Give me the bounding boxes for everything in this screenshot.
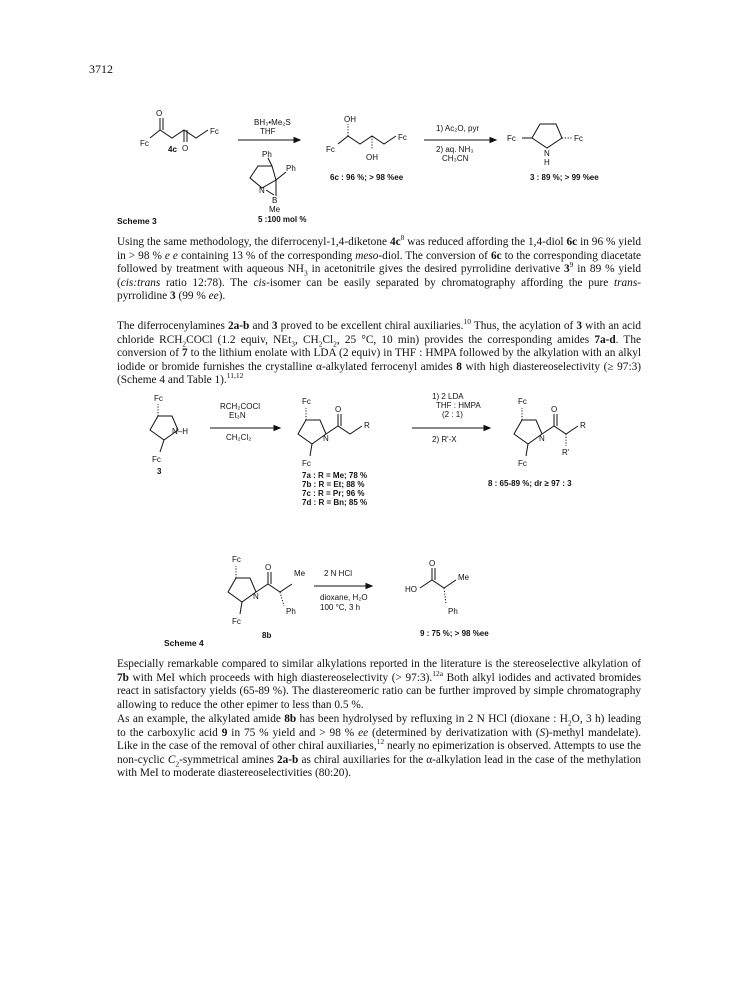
compound-label-4c: 4c: [168, 145, 177, 154]
reagent-step2-solvent: CH₃CN: [442, 154, 469, 163]
reagent-lda: 1) 2 LDA: [432, 392, 464, 401]
reagent-conditions: 100 °C, 3 h: [320, 603, 361, 612]
result-8: 8 : 65-89 %; dr ≥ 97 : 3: [488, 479, 572, 488]
atom-fc: Fc: [232, 555, 241, 564]
atom-o: O: [265, 563, 272, 572]
reagent-thf: THF: [260, 127, 276, 136]
atom-fc: Fc: [232, 617, 241, 626]
catalyst-5-structure: [250, 150, 306, 224]
atom-n: N: [539, 434, 545, 443]
atom-ph: Ph: [286, 164, 296, 173]
atom-fc: Fc: [302, 397, 311, 406]
atom-n: N: [259, 186, 265, 195]
atom-b: B: [272, 196, 278, 205]
amine-3-structure: [150, 394, 188, 476]
atom-fc: Fc: [574, 134, 583, 143]
atom-ph: Ph: [262, 150, 272, 159]
amide-yield-7d: 7d : R = Bn; 85 %: [302, 498, 368, 507]
page-number: 3712: [89, 62, 113, 76]
amide-8b-structure: [228, 555, 306, 640]
reagent-alkyl-halide: 2) R'-X: [432, 435, 457, 444]
amide-yield-7a: 7a : R = Me; 78 %: [302, 471, 368, 480]
atom-fc: Fc: [518, 459, 527, 468]
atom-me: Me: [269, 205, 281, 214]
paragraph-1: Using the same methodology, the diferrocenyl-1,4-diketone $4c^8$ was reduced affording the 1,4-diol 6c in 96 % yield in > 98 % e e containing 13 % of the corresponding meso-diol. The conversion of 6c to the corresponding diacetate followed by treatment with aqueous $NH_3$ in acetonitrile gives the desired pyrrolidine derivative $3^9$ in 89 % yield (cis:trans ratio 12:78). The cis-isomer can be easily separated by chromatography affording the pure trans-pyrrolidine 3 (99 % ee).: [117, 233, 641, 303]
diol-6c-structure: [326, 115, 407, 182]
scheme-4-diagram: [0, 390, 731, 650]
atom-r-prime: R': [562, 448, 570, 457]
scheme-3-label: Scheme 3: [117, 216, 157, 226]
amide-yield-7c: 7c : R = Pr; 96 %: [302, 489, 365, 498]
atom-o: O: [429, 559, 436, 568]
reagent-dioxane: dioxane, H₂O: [320, 593, 368, 602]
atom-fc: Fc: [398, 133, 407, 142]
atom-n: N: [544, 149, 550, 158]
scheme-4-label: Scheme 4: [164, 638, 204, 648]
atom-o: O: [156, 109, 163, 118]
atom-n: N: [323, 434, 329, 443]
atom-r: R: [364, 421, 370, 430]
paragraph-3: Especially remarkable compared to similar alkylations reported in the literature is the stereoselective alkylation of 7b with MeI which proceeds with high diastereoselectivity (> 97:3).$^{12a}$ Both alkyl iodides and activated bromides react in satisfactory yields (65-89 %). The diastereomeric ratio can be further improved by simple chromatography allowing to reduce the other epimer to less than 0.5 %.: [117, 658, 641, 711]
atom-r: R: [580, 421, 586, 430]
result-3: 3 : 89 %; > 99 %ee: [530, 173, 599, 182]
paragraph-2: The diferrocenylamines 2a-b and 3 proved to be excellent chiral auxiliaries.$^{10}$ Thus, the acylation of 3 with an acid chloride $RCH_2COCl$ (1.2 equiv, NEt$_3$, $CH_2Cl_2$, 25 °C, 10 min) provides the corresponding amides 7a-d. The conversion of 7 to the lithium enolate with LDA (2 equiv) in THF : HMPA followed by the alkylation with an alkyl iodide or bromide furnishes the crystalline α-alkylated ferrocenyl amides 8 with high diastereoselectivity (≥ 97:3) (Scheme 4 and Table 1).$^{11,12}$: [117, 317, 641, 387]
atom-fc: Fc: [326, 145, 335, 154]
reagent-base: Et₃N: [229, 411, 246, 420]
atom-nh: N–H: [172, 427, 189, 436]
reagent-solvent: CH₂Cl₂: [226, 433, 252, 442]
reagent-acid-chloride: RCH₂COCl: [220, 402, 260, 411]
amide-yield-7b: 7b : R = Et; 88 %: [302, 480, 365, 489]
reagent-step2: 2) aq. NH₃: [436, 145, 474, 154]
compound-label-3: 3: [157, 467, 162, 476]
atom-fc: Fc: [518, 397, 527, 406]
atom-oh: OH: [366, 153, 378, 162]
result-6c: 6c : 96 %; > 98 %ee: [330, 173, 404, 182]
atom-fc: Fc: [302, 459, 311, 468]
product-8-structure: [488, 397, 586, 488]
reagent-step1: 1) Ac₂O, pyr: [436, 124, 480, 133]
reagent-thf-hmpa: THF : HMPA: [436, 401, 481, 410]
atom-ph: Ph: [286, 607, 296, 616]
result-9: 9 : 75 %; > 98 %ee: [420, 629, 489, 638]
atom-o: O: [551, 405, 558, 414]
atom-me: Me: [294, 569, 306, 578]
atom-oh: OH: [344, 115, 356, 124]
catalyst-label: 5 :100 mol %: [258, 215, 307, 224]
diketone-4c-structure: [140, 109, 219, 154]
atom-fc: Fc: [140, 139, 149, 148]
pyrrolidine-3-structure: [507, 124, 599, 182]
atom-fc: Fc: [210, 127, 219, 136]
acid-9-structure: [405, 559, 489, 638]
atom-fc: Fc: [152, 455, 161, 464]
atom-fc: Fc: [507, 134, 516, 143]
atom-o: O: [335, 405, 342, 414]
atom-fc: Fc: [154, 394, 163, 403]
atom-h: H: [544, 158, 550, 167]
scheme-3-diagram: [0, 0, 731, 240]
paragraph-4: As an example, the alkylated amide 8b has been hydrolysed by refluxing in 2 N HCl (dioxane : $H_2O$, 3 h) leading to the carboxylic acid 9 in 75 % yield and > 98 % ee (determined by derivatization with (S)-methyl mandelate). Like in the case of the removal of other chiral auxiliaries,$^{12}$ nearly no epimerization is observed. Attempts to use the non-cyclic $C_2$-symmetrical amines 2a-b as chiral auxiliaries for the α-alkylation lead in the case of the methylation with MeI to moderate diastereoselectivities (80:20).: [117, 713, 642, 780]
amide-7-structure: [298, 397, 370, 507]
reagent-hcl: 2 N HCl: [324, 569, 353, 578]
atom-me: Me: [458, 573, 470, 582]
reagent-ratio: (2 : 1): [442, 410, 463, 419]
atom-n: N: [253, 592, 259, 601]
atom-ph: Ph: [448, 607, 458, 616]
compound-label-8b: 8b: [262, 631, 272, 640]
atom-ho: HO: [405, 585, 417, 594]
reagent-borane: BH₃•Me₂S: [254, 118, 291, 127]
atom-o: O: [182, 144, 189, 153]
